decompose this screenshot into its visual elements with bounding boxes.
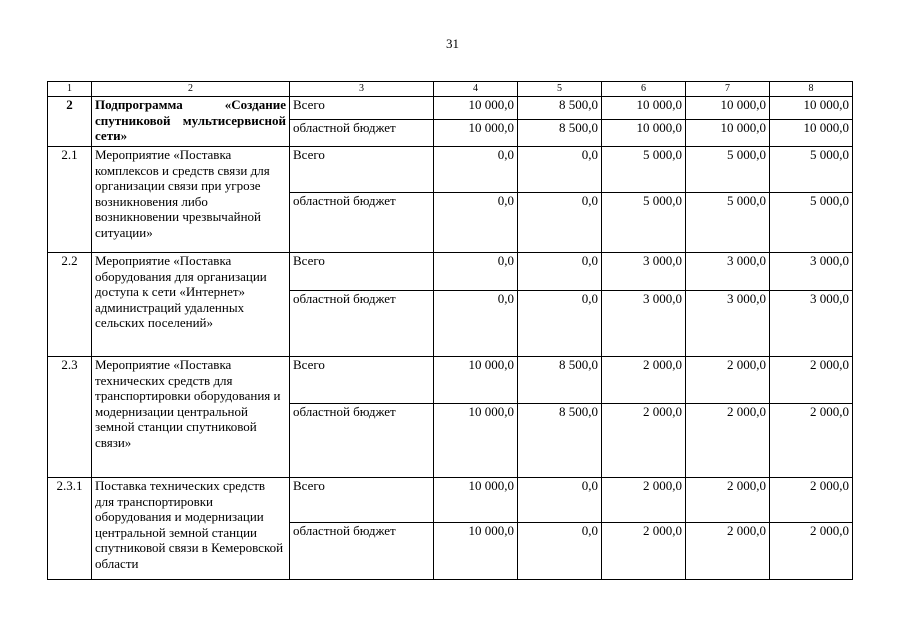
source-label: областной бюджет: [290, 404, 434, 478]
value-cell: 10 000,0: [434, 523, 518, 580]
row-title: Мероприятие «Поставка оборудования для организации доступа к сети «Интернет» администраций удаленных сельских поселений»: [92, 253, 290, 357]
column-number-row: [48, 82, 853, 97]
row-title: Поставка технических средств для транспортировки оборудования и модернизации центральной земной станции спутниковой связи в Кемеровской области: [92, 478, 290, 580]
source-label: Всего: [290, 147, 434, 193]
value-cell: 5 000,0: [686, 193, 770, 253]
value-cell: 10 000,0: [686, 97, 770, 120]
value-cell: 10 000,0: [434, 478, 518, 523]
table-row: [48, 147, 853, 193]
value-cell: 0,0: [518, 147, 602, 193]
value-cell: 5 000,0: [602, 193, 686, 253]
value-cell: 5 000,0: [770, 147, 853, 193]
column-number: 1: [48, 82, 92, 97]
row-number: 2.2: [48, 253, 92, 357]
value-cell: 10 000,0: [770, 120, 853, 147]
value-cell: 2 000,0: [770, 478, 853, 523]
value-cell: 0,0: [434, 253, 518, 291]
value-cell: 2 000,0: [602, 404, 686, 478]
column-number: 5: [518, 82, 602, 97]
column-number: 6: [602, 82, 686, 97]
value-cell: 3 000,0: [686, 253, 770, 291]
value-cell: 10 000,0: [602, 120, 686, 147]
column-number: 3: [290, 82, 434, 97]
column-number: 8: [770, 82, 853, 97]
source-label: Всего: [290, 253, 434, 291]
budget-table: [47, 81, 853, 580]
value-cell: 0,0: [518, 291, 602, 357]
value-cell: 2 000,0: [602, 478, 686, 523]
value-cell: 5 000,0: [602, 147, 686, 193]
value-cell: 2 000,0: [686, 357, 770, 404]
value-cell: 2 000,0: [686, 523, 770, 580]
value-cell: 8 500,0: [518, 120, 602, 147]
column-number: 7: [686, 82, 770, 97]
source-label: Всего: [290, 357, 434, 404]
page-number: 31: [446, 36, 459, 51]
value-cell: 0,0: [434, 291, 518, 357]
row-title: Мероприятие «Поставка технических средств для транспортировки оборудования и модернизации центральной земной станции спутниковой связи»: [92, 357, 290, 478]
value-cell: 3 000,0: [602, 253, 686, 291]
value-cell: 0,0: [518, 523, 602, 580]
source-label: областной бюджет: [290, 120, 434, 147]
value-cell: 0,0: [434, 193, 518, 253]
source-label: областной бюджет: [290, 193, 434, 253]
value-cell: 2 000,0: [770, 523, 853, 580]
column-number: 2: [92, 82, 290, 97]
value-cell: 5 000,0: [686, 147, 770, 193]
value-cell: 10 000,0: [602, 97, 686, 120]
value-cell: 10 000,0: [434, 357, 518, 404]
value-cell: 0,0: [518, 193, 602, 253]
source-label: Всего: [290, 478, 434, 523]
row-number: 2.1: [48, 147, 92, 253]
value-cell: 10 000,0: [770, 97, 853, 120]
source-label: областной бюджет: [290, 291, 434, 357]
value-cell: 2 000,0: [770, 357, 853, 404]
value-cell: 5 000,0: [770, 193, 853, 253]
column-number: 4: [434, 82, 518, 97]
value-cell: 2 000,0: [686, 404, 770, 478]
table-row: [48, 478, 853, 523]
value-cell: 8 500,0: [518, 404, 602, 478]
source-label: областной бюджет: [290, 523, 434, 580]
value-cell: 2 000,0: [602, 357, 686, 404]
row-number: 2: [48, 97, 92, 147]
row-number: 2.3: [48, 357, 92, 478]
value-cell: 10 000,0: [434, 97, 518, 120]
value-cell: 10 000,0: [434, 120, 518, 147]
value-cell: 3 000,0: [602, 291, 686, 357]
table-row: [48, 97, 853, 120]
value-cell: 2 000,0: [602, 523, 686, 580]
row-title: Мероприятие «Поставка комплексов и средств связи для организации связи при угрозе возникновения либо возникновении чрезвычайной ситуации»: [92, 147, 290, 253]
value-cell: 0,0: [434, 147, 518, 193]
table-row: [48, 357, 853, 404]
value-cell: 8 500,0: [518, 357, 602, 404]
value-cell: 0,0: [518, 253, 602, 291]
row-number: 2.3.1: [48, 478, 92, 580]
table-row: [48, 253, 853, 291]
value-cell: 8 500,0: [518, 97, 602, 120]
row-title: Подпрограмма «Создание спутниковой мультисервисной сети»: [92, 97, 290, 147]
value-cell: 10 000,0: [686, 120, 770, 147]
value-cell: 0,0: [518, 478, 602, 523]
source-label: Всего: [290, 97, 434, 120]
value-cell: 10 000,0: [434, 404, 518, 478]
value-cell: 3 000,0: [686, 291, 770, 357]
value-cell: 2 000,0: [686, 478, 770, 523]
value-cell: 3 000,0: [770, 253, 853, 291]
value-cell: 3 000,0: [770, 291, 853, 357]
value-cell: 2 000,0: [770, 404, 853, 478]
